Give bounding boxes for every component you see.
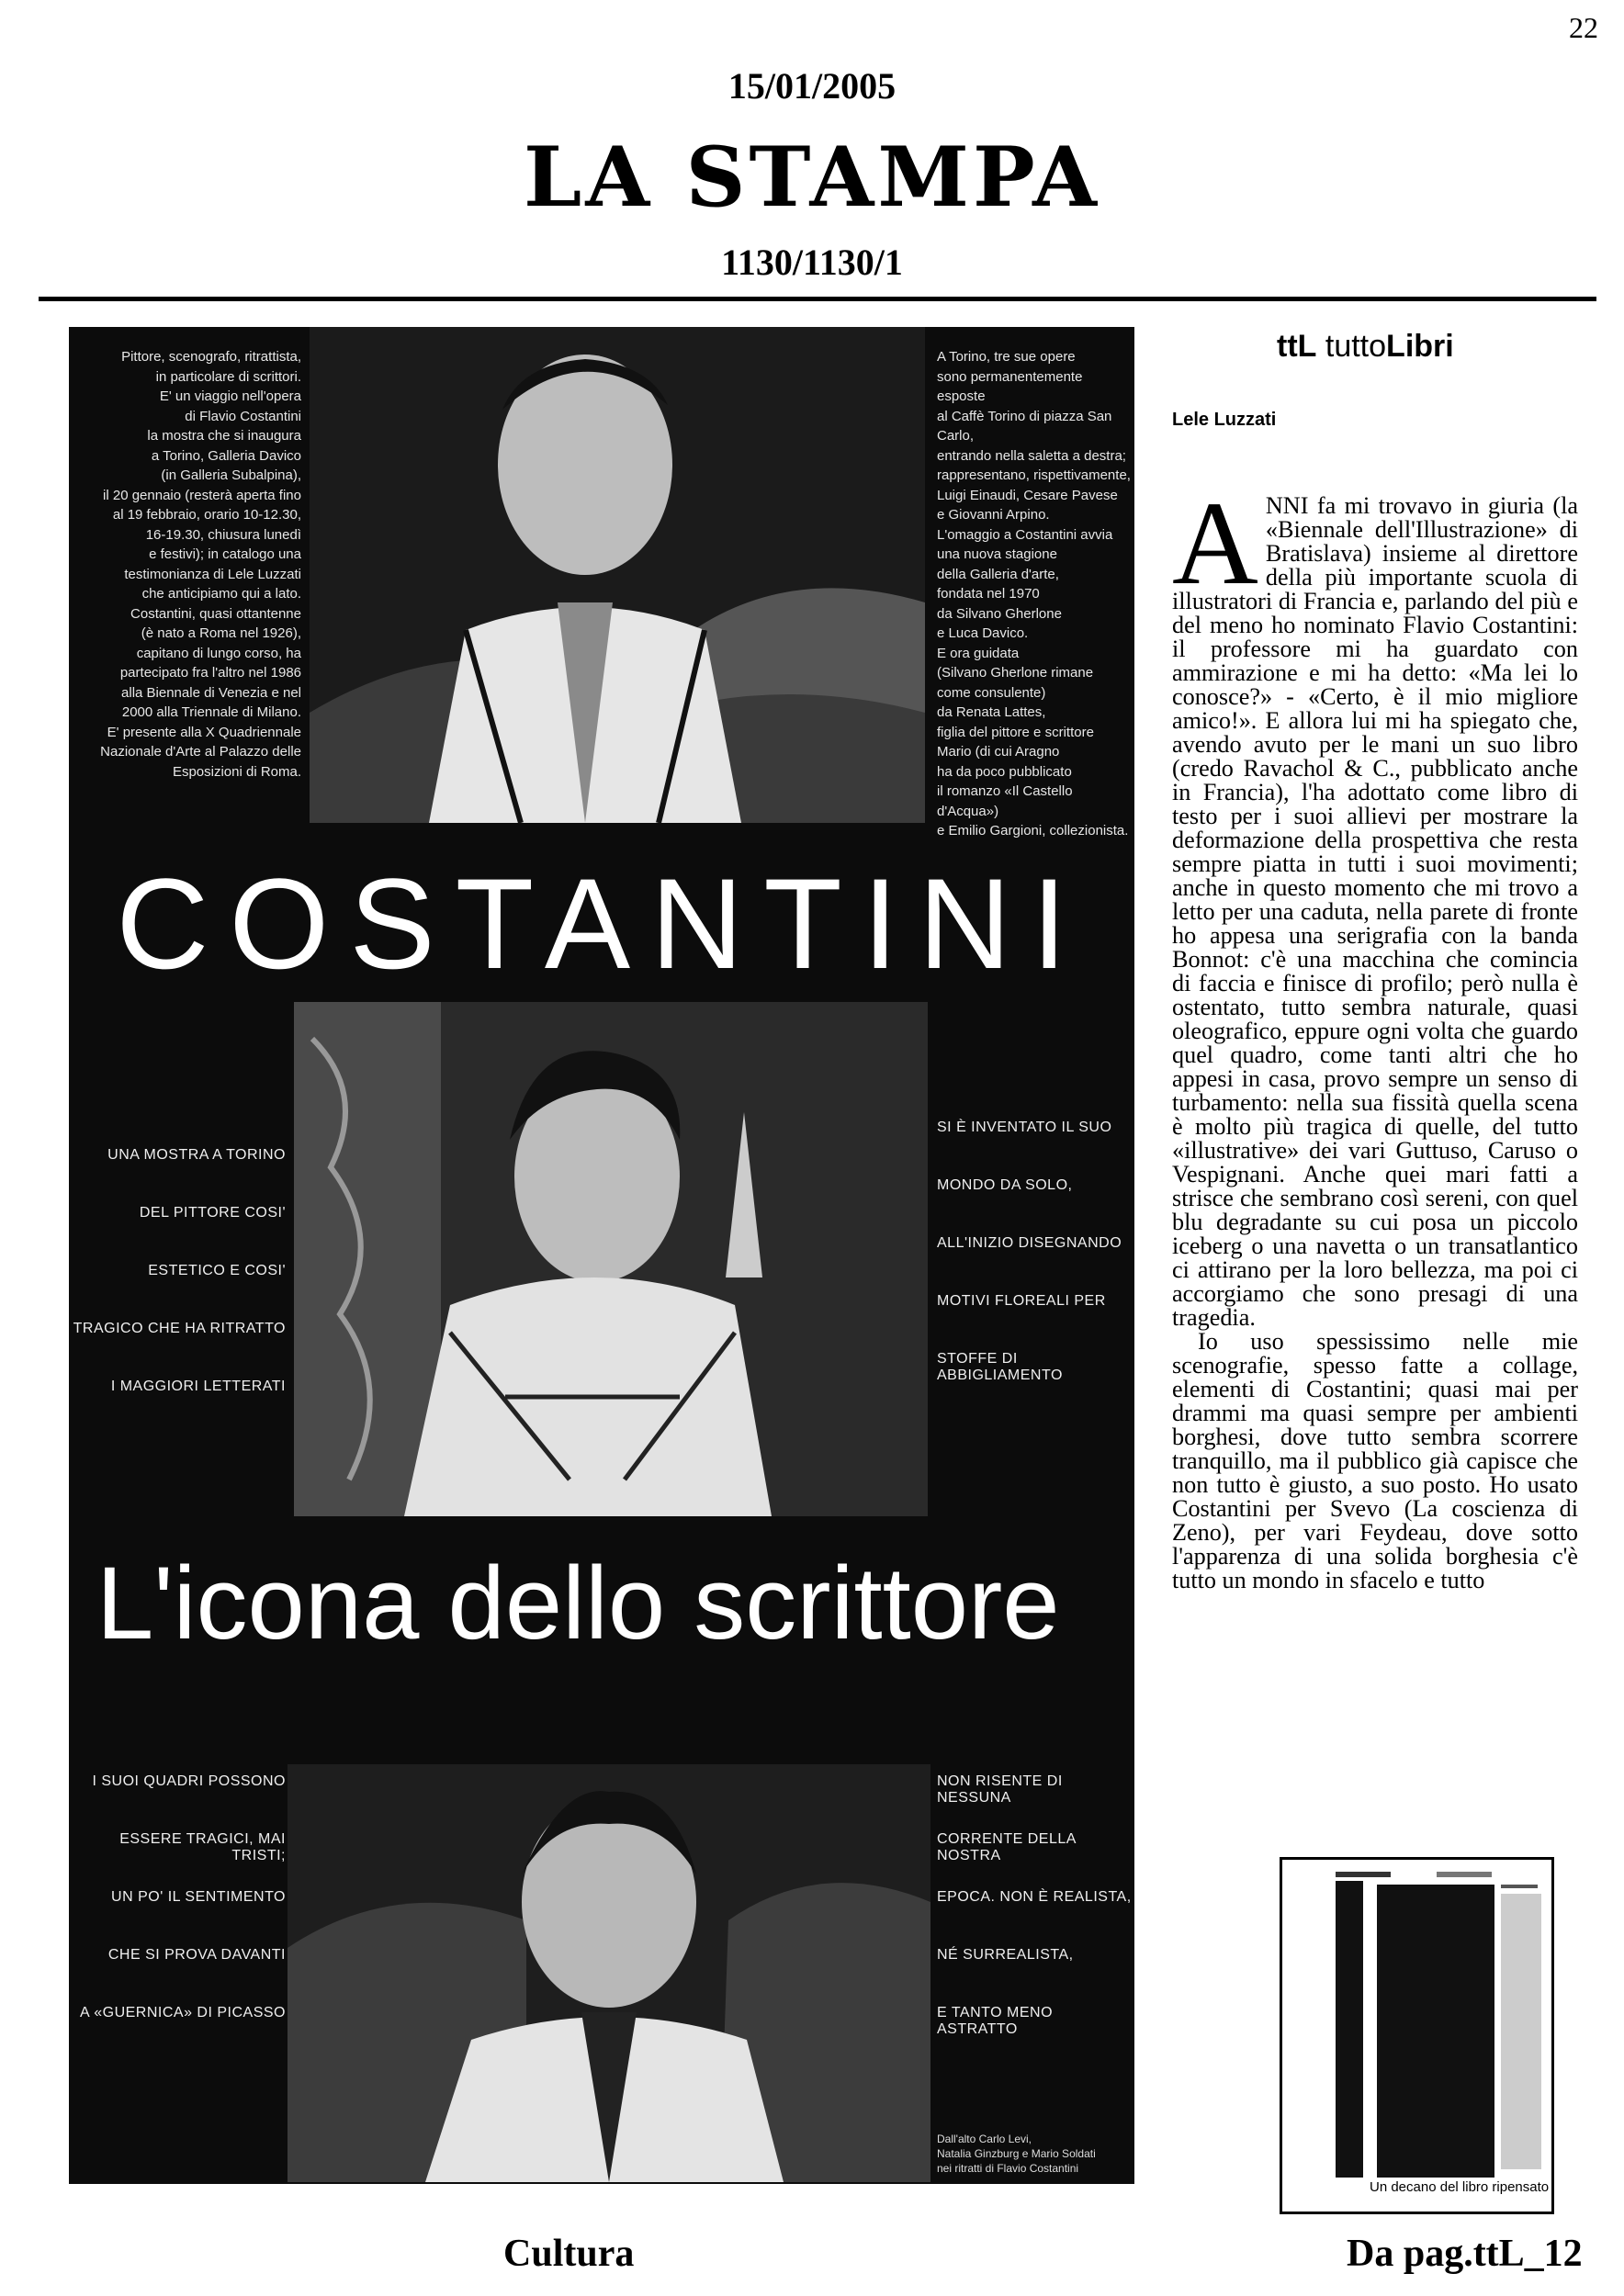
intro-line: Costantini, quasi ottantenne	[130, 605, 301, 622]
caption-line: EPOCA. NON È REALISTA,	[937, 1889, 1132, 1905]
intro-line: Luigi Einaudi, Cesare Pavese	[937, 487, 1118, 503]
logo-libri: Libri	[1386, 329, 1454, 364]
caption-line: SI È INVENTATO IL SUO	[937, 1120, 1112, 1135]
caption-line: MONDO DA SOLO,	[937, 1177, 1073, 1193]
caption-line: ESSERE TRAGICI, MAI TRISTI;	[119, 1831, 286, 1863]
intro-line: al 19 febbraio, orario 10-12.30,	[112, 507, 301, 523]
newspaper-masthead: LA STAMPA	[524, 129, 1100, 226]
intro-line: a Torino, Galleria Davico	[151, 447, 301, 464]
caption-line: NON RISENTE DI NESSUNA	[937, 1773, 1063, 1806]
article-author: Lele Luzzati	[1172, 410, 1277, 430]
intro-line: e Luca Davico.	[937, 625, 1029, 641]
intro-line: di Flavio Costantini	[185, 408, 301, 424]
intro-line: e Emilio Gargioni, collezionista.	[937, 823, 1129, 838]
intro-line: partecipato fra l'altro nel 1986	[119, 665, 301, 681]
intro-line: che anticipiamo qui a lato.	[141, 586, 301, 602]
caption-line: I MAGGIORI LETTERATI	[110, 1379, 286, 1394]
page-number: 22	[1569, 11, 1598, 44]
caption-line: ESTETICO E COSI'	[148, 1263, 286, 1278]
intro-line: il romanzo «Il Castello d'Acqua»)	[937, 783, 1073, 819]
intro-line: in particolare di scrittori.	[155, 368, 301, 385]
intro-line: 2000 alla Triennale di Milano.	[121, 704, 301, 720]
intro-line: entrando nella saletta a destra;	[937, 447, 1126, 464]
intro-line: la mostra che si inaugura	[147, 428, 301, 444]
portrait-credit	[937, 2132, 1125, 2176]
intro-line: Nazionale d'Arte al Palazzo delle	[100, 744, 301, 760]
intro-line: 16-19.30, chiusura lunedì	[145, 526, 301, 543]
intro-line: rappresentano, rispettivamente,	[937, 467, 1131, 483]
poster-big-title: COSTANTINI	[116, 851, 1088, 996]
publication-date: 15/01/2005	[727, 65, 897, 107]
caption-line: STOFFE DI ABBIGLIAMENTO	[937, 1351, 1063, 1383]
intro-line: e festivi); in catalogo una	[149, 546, 301, 562]
section-label: Cultura	[503, 2233, 635, 2275]
portrait-mario-soldati	[288, 1764, 930, 2182]
intro-line: E ora guidata	[937, 645, 1020, 661]
caption-line: ALL'INIZIO DISEGNANDO	[937, 1235, 1122, 1251]
header-rule	[39, 297, 1596, 301]
caption-line: A «GUERNICA» DI PICASSO	[79, 2005, 286, 2020]
intro-line: ha da poco pubblicato	[937, 763, 1072, 780]
poster-headline: L'icona dello scrittore	[96, 1546, 1060, 1660]
ttl-tuttolibri-logo	[1277, 329, 1454, 365]
caption-line: UNA MOSTRA A TORINO	[107, 1147, 286, 1163]
caption-line: DEL PITTORE COSI'	[139, 1205, 286, 1221]
paragraph-text: NNI fa mi trovavo in giuria (la «Biennale dell'Illustrazione» di Bratislava) insieme al direttore della più importante scuola di illustratori di Francia e, parlando del più e del meno ho nominato Flavio Costantini: il professore mi ha guardato con ammirazione e mi ha detto: «Ma lei lo conosce?» - «Certo, è il mio migliore amico!». E allora lui mi ha spiegato che, avendo avuto per le mani un suo libro (credo Ravachol & C., pubblicato anche in Francia), l'ha adottato come libro di testo per i suoi allievi per mostrare la deformazione della prospettiva che resta sempre piatta in tutti i suoi movimenti; anche in questo momento che mi trovo a letto per una caduta, nella parete di fronte ho appesa una serigrafia con la banda Bonnot: c'è una macchina che comincia di faccia e finisce di profilo; però nulla è ostentato, tutto sembra naturale, quasi oleografico, eppure ogni volta che guardo quel quadro, come tanti altri che ho appesi in casa, provo sempre un senso di turbamento: nella sua fissità quella scena è molto più tragica di quelle, del tutto «illustrative» dei vari Guttuso, Caruso o Vespignani. Anche quei mari fatti a strisce che sembrano così sereni, con quel blu degradante su cui posa un piccolo iceberg o una navetta o un transatlantico ci attirano per la loro bellezza, ma poi ci accorgiamo che sono presagi di una tragedia.	[1172, 492, 1578, 1331]
page-thumbnail	[1280, 1857, 1554, 2214]
intro-line: sono permanentemente esposte	[937, 368, 1083, 404]
source-page-label: Da pag.ttL_12	[1347, 2233, 1583, 2275]
caption-line: TRAGICO CHE HA RITRATTO	[73, 1321, 286, 1336]
poster-intro-left	[76, 347, 301, 782]
clipping-code: 1130/1130/1	[721, 242, 903, 283]
drop-cap: A	[1172, 478, 1258, 610]
intro-line: capitano di lungo corso, ha	[136, 645, 301, 661]
intro-line: A Torino, tre sue opere	[937, 349, 1076, 365]
caption-line: I SUOI QUADRI POSSONO	[92, 1773, 286, 1789]
intro-line: (Silvano Gherlone rimane	[937, 665, 1094, 681]
intro-line: (è nato a Roma nel 1926),	[141, 625, 301, 641]
credit-line: Natalia Ginzburg e Mario Soldati	[937, 2147, 1096, 2160]
caption-line: CHE SI PROVA DAVANTI	[107, 1947, 286, 1963]
caption-line: NÉ SURREALISTA,	[937, 1947, 1074, 1963]
caption-line: CORRENTE DELLA NOSTRA	[937, 1831, 1077, 1863]
intro-line: Pittore, scenografo, ritrattista,	[121, 349, 301, 365]
caption-block-right-1	[937, 1120, 1134, 1409]
poster-page	[69, 327, 1134, 2184]
thumbnail-caption: Un decano del libro ripensato	[1370, 2179, 1550, 2195]
intro-line: e Giovanni Arpino.	[937, 507, 1050, 523]
intro-line: da Silvano Gherlone	[937, 605, 1062, 622]
intro-line: testimonianza di Lele Luzzati	[124, 566, 301, 582]
portrait-carlo-levi	[310, 327, 925, 823]
credit-line: nei ritratti di Flavio Costantini	[937, 2162, 1079, 2175]
intro-line: da Renata Lattes,	[937, 704, 1046, 720]
credit-line: Dall'alto Carlo Levi,	[937, 2133, 1032, 2145]
poster-intro-right	[937, 347, 1132, 841]
article-paragraph	[1172, 478, 1578, 1331]
caption-block-left-2	[69, 1773, 286, 2063]
caption-line: UN PO' IL SENTIMENTO	[111, 1889, 286, 1905]
intro-line: della Galleria d'arte,	[937, 566, 1059, 582]
intro-line: alla Biennale di Venezia e nel	[121, 684, 301, 701]
article-paragraph: Io uso spessissimo nelle mie scenografie, spesso fatte a collage, elementi di Costantini; quasi mai per drammi ma quasi sempre per ambienti borghesi, dove tutto sembra scorrere tranquillo, ma il pubblico già capisce che non tutto è giusto, a suo posto. Ho usato Costantini per Svevo (La coscienza di Zeno), per vari Feydeau, dove sotto l'apparenza di una solida borghesia c'è tutto un mondo in sfacelo e tutto	[1172, 1328, 1578, 1593]
intro-line: al Caffè Torino di piazza San Carlo,	[937, 408, 1112, 444]
thumbnail-layout-icon	[1336, 1872, 1545, 2178]
intro-line: Mario (di cui Aragno	[937, 744, 1060, 760]
intro-line: (in Galleria Subalpina),	[161, 467, 301, 483]
intro-line: figlia del pittore e scrittore	[937, 724, 1094, 740]
intro-line: L'omaggio a Costantini avvia	[937, 526, 1113, 543]
caption-line: E TANTO MENO ASTRATTO	[937, 2005, 1054, 2037]
caption-block-right-2	[937, 1773, 1134, 2063]
intro-line: E' un viaggio nell'opera	[159, 388, 301, 404]
portrait-natalia-ginzburg	[294, 1002, 928, 1516]
logo-ttl: ttL	[1277, 329, 1317, 364]
intro-line: una nuova stagione	[937, 546, 1057, 562]
intro-line: Esposizioni di Roma.	[172, 763, 301, 780]
article-body	[1172, 478, 1578, 1593]
intro-line: come consulente)	[937, 684, 1046, 701]
intro-line: E' presente alla X Quadriennale	[107, 724, 301, 740]
intro-line: fondata nel 1970	[937, 586, 1040, 602]
intro-line: il 20 gennaio (resterà aperta fino	[103, 487, 301, 503]
logo-tutto: tutto	[1325, 329, 1387, 364]
caption-line: MOTIVI FLOREALI PER	[937, 1293, 1106, 1309]
caption-block-left-1	[69, 1147, 286, 1436]
